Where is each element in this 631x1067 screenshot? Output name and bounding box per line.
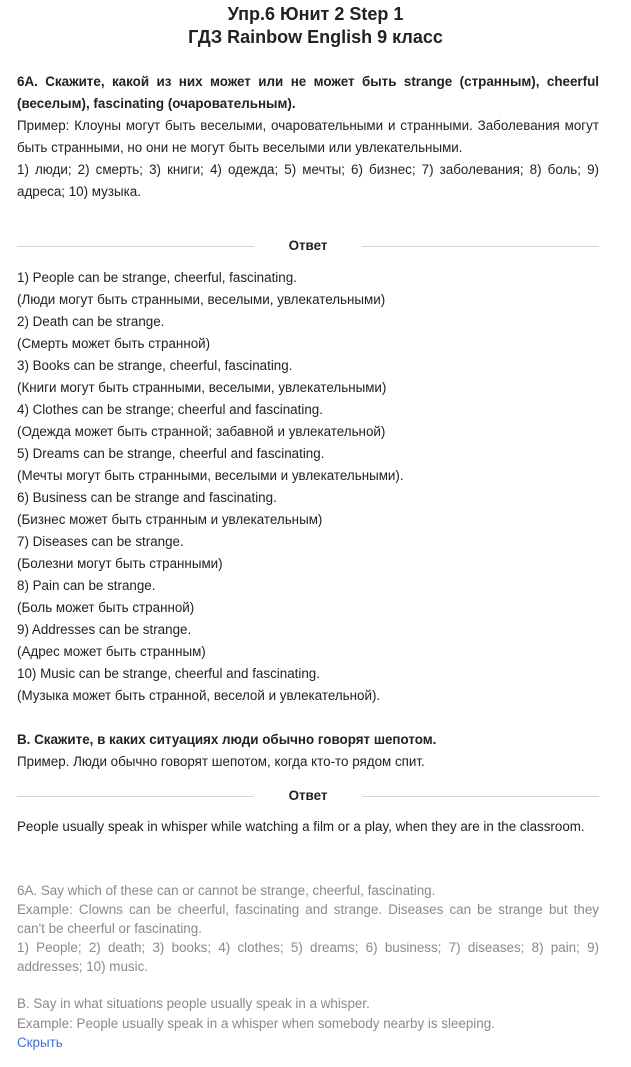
answer-line: 1) People can be strange, cheerful, fascinating.: [17, 270, 297, 285]
page-title-line2: ГДЗ Rainbow English 9 класс: [188, 27, 443, 47]
answer-line: (Адрес может быть странным): [17, 644, 206, 659]
answer-line: 5) Dreams can be strange, cheerful and fascinating.: [17, 446, 325, 461]
answer-line: (Смерть может быть странной): [17, 336, 211, 351]
separator-line-right: [362, 796, 599, 797]
answer-line: (Книги могут быть странными, веселыми, увлекательными): [17, 380, 387, 395]
task-b-example: Пример. Люди обычно говорят шепотом, когда кто-то рядом спит.: [17, 754, 425, 769]
answer-line: 3) Books can be strange, cheerful, fascinating.: [17, 358, 293, 373]
answer-line: 7) Diseases can be strange.: [17, 534, 184, 549]
hide-link[interactable]: Скрыть: [17, 1035, 63, 1050]
answer-line: (Мечты могут быть странными, веселыми и увлекательными).: [17, 468, 404, 483]
translation-b-example: Example: People usually speak in a whisper when somebody nearby is sleeping.: [17, 1016, 495, 1031]
translation-a-items: 1) People; 2) death; 3) books; 4) clothes; 5) dreams; 6) business; 7) diseases; 8) pain; 9) addresses; 10) music.: [17, 940, 599, 974]
page-title-line1: Упр.6 Юнит 2 Step 1: [227, 4, 404, 24]
separator-line-right: [362, 246, 599, 247]
task-a-title: 6А. Скажите, какой из них может или не может быть strange (странным), cheerful (веселым), fascinating (очаровательным).: [17, 74, 599, 111]
answer-line: (Музыка может быть странной, веселой и увлекательной).: [17, 688, 381, 703]
answer-line: (Бизнес может быть странным и увлекательным): [17, 512, 323, 527]
answer-line: (Боль может быть странной): [17, 600, 195, 615]
task-a-items: 1) люди; 2) смерть; 3) книги; 4) одежда; 5) мечты; 6) бизнес; 7) заболевания; 8) боль; 9) адреса; 10) музыка.: [17, 162, 599, 199]
answer-a-label: Ответ: [288, 238, 328, 253]
answer-b-separator: [17, 786, 599, 806]
answer-line: 6) Business can be strange and fascinating.: [17, 490, 277, 505]
task-a-example: Пример: Клоуны могут быть веселыми, очаровательными и странными. Заболевания могут быть странными, но они не могут быть веселыми или увлекательными.: [17, 118, 599, 155]
answer-line: 10) Music can be strange, cheerful and fascinating.: [17, 666, 320, 681]
answer-line: (Одежда может быть странной; забавной и увлекательной): [17, 424, 386, 439]
translation-a-title: 6A. Say which of these can or cannot be strange, cheerful, fascinating.: [17, 883, 436, 898]
answer-a-separator: [17, 236, 599, 256]
answer-line: (Болезни могут быть странными): [17, 556, 223, 571]
answer-b-label: Ответ: [288, 788, 328, 803]
answer-b-text: People usually speak in whisper while watching a film or a play, when they are in the classroom.: [17, 819, 585, 834]
translation-a-example: Example: Clowns can be cheerful, fascinating and strange. Diseases can be strange but they can't be cheerful or fascinating.: [17, 902, 599, 936]
answer-line: 2) Death can be strange.: [17, 314, 165, 329]
answer-line: 4) Clothes can be strange; cheerful and fascinating.: [17, 402, 323, 417]
translation-b-title: B. Say in what situations people usually speak in a whisper.: [17, 996, 370, 1011]
task-b-title: B. Скажите, в каких ситуациях люди обычно говорят шепотом.: [17, 732, 437, 747]
answer-line: (Люди могут быть странными, веселыми, увлекательными): [17, 292, 386, 307]
answer-line: 9) Addresses can be strange.: [17, 622, 192, 637]
answer-line: 8) Pain can be strange.: [17, 578, 156, 593]
